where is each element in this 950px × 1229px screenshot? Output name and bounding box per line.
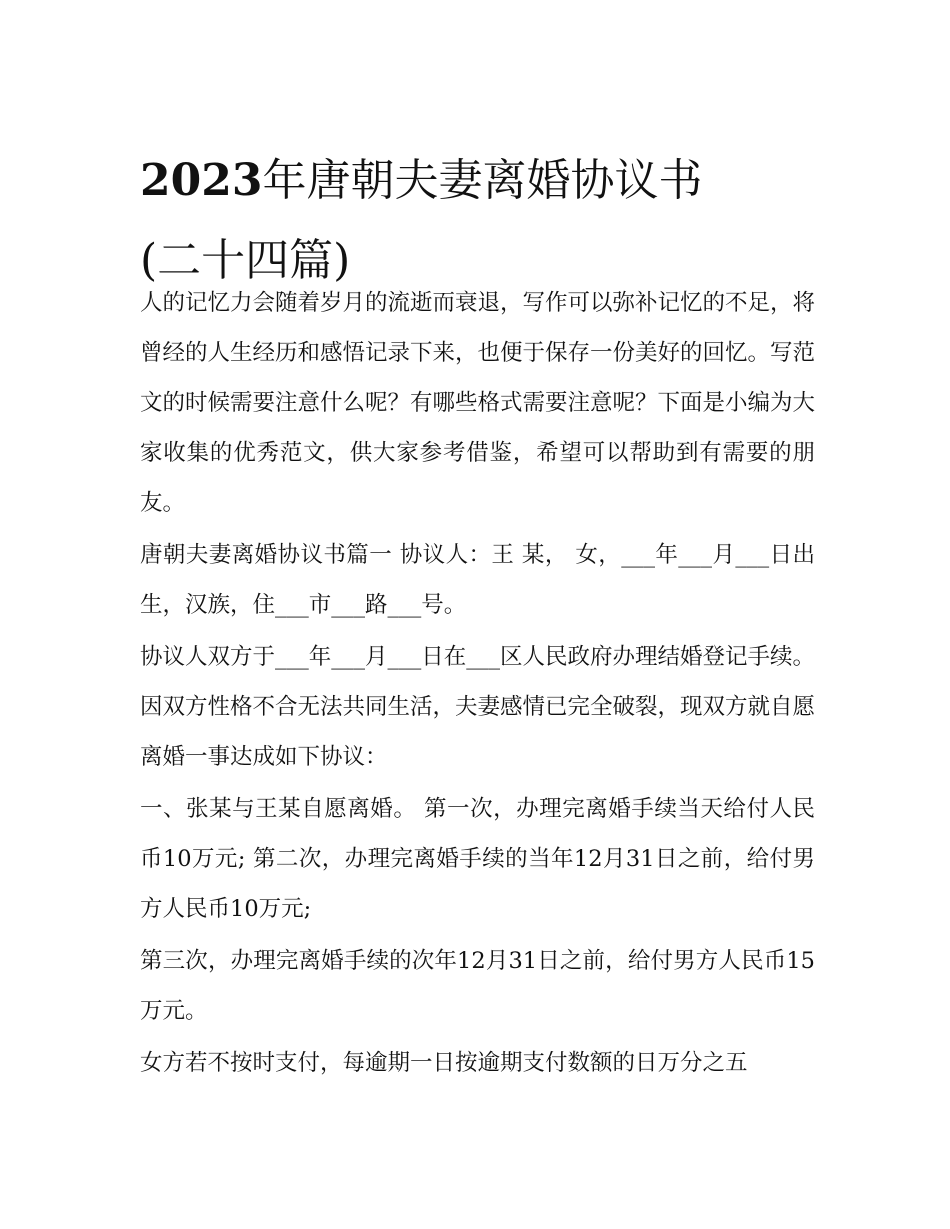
third-payment-paragraph: 第三次，办理完离婚手续的次年12月31日之前，给付男方人民币15万元。 <box>140 948 815 1024</box>
title-text-line2: (二十四篇) <box>140 235 351 287</box>
intro-paragraph: 人的记忆力会随着岁月的流逝而衰退，写作可以弥补记忆的不足，将曾经的人生经历和感悟记录下来，也便于保存一份美好的回忆。写范文的时候需要注意什么呢？有哪些格式需要注意呢？下面是小编为大家收集的优秀范文，供大家参考借鉴，希望可以帮助到有需要的朋友。 <box>140 290 816 516</box>
clause-one-paragraph: 一、张某与王某自愿离婚。 第一次，办理完离婚手续当天给付人民币10万元; 第二次，办理完离婚手续的当年12月31日之前，给付男方人民币10万元; <box>140 796 815 922</box>
marriage-registration-paragraph: 协议人双方于___年___月___日在___区人民政府办理结婚登记手续。因双方性格不合无法共同生活，夫妻感情已完全破裂，现双方就自愿离婚一事达成如下协议： <box>140 644 816 770</box>
title-year: 2023 <box>140 155 263 207</box>
late-payment-paragraph: 女方若不按时支付，每逾期一日按逾期支付数额的日万分之五 <box>140 1050 748 1076</box>
document-body <box>140 278 815 1090</box>
party-info-paragraph: 唐朝夫妻离婚协议书篇一 协议人：王 某， 女，___年___月___日出生，汉族，住___市___路___号。 <box>140 542 815 618</box>
title-text-line1: 年唐朝夫妻离婚协议书 <box>262 155 703 207</box>
